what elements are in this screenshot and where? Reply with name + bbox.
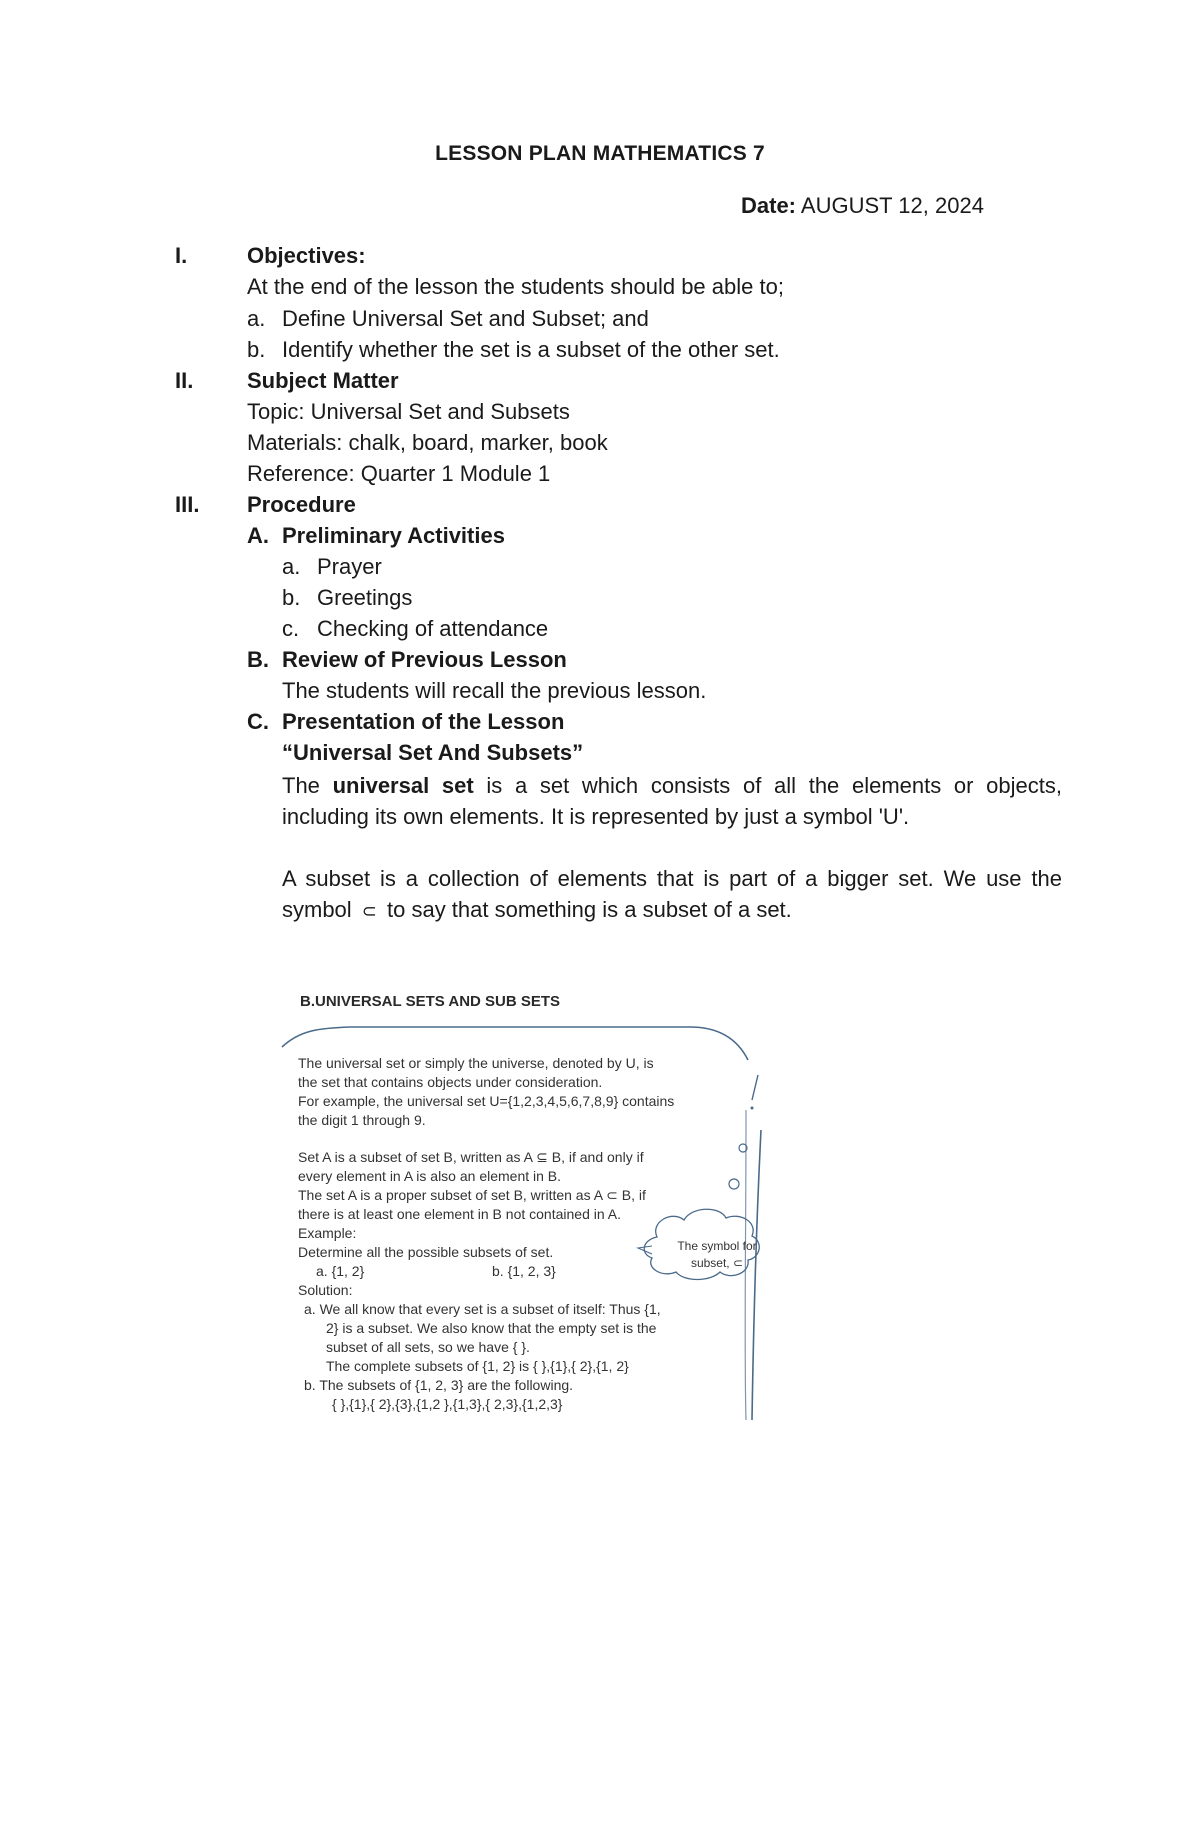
objective-item: Define Universal Set and Subset; and bbox=[282, 306, 649, 331]
cloud-callout-line: subset, ⊂ bbox=[690, 1256, 744, 1270]
objective-marker: a. bbox=[247, 306, 266, 331]
textbook-figure bbox=[280, 990, 780, 1430]
universal-set-paragraph bbox=[282, 770, 1062, 832]
subsection-marker: A. bbox=[247, 523, 269, 548]
reference-line: Reference: Quarter 1 Module 1 bbox=[247, 461, 551, 486]
figure-line: The complete subsets of {1, 2} is { },{1},{ 2},{1, 2} bbox=[326, 1358, 629, 1374]
figure-line: Determine all the possible subsets of set. bbox=[298, 1244, 554, 1260]
section-numeral-objectives: I. bbox=[175, 243, 188, 268]
subsection-heading-presentation: Presentation of the Lesson bbox=[282, 709, 565, 734]
topic-line: Topic: Universal Set and Subsets bbox=[247, 399, 570, 424]
figure-line: a. We all know that every set is a subset of itself: Thus {1, bbox=[304, 1301, 661, 1317]
section-numeral-procedure: III. bbox=[175, 492, 200, 517]
paragraph-text: A subset is a collection of elements that is part of a bigger set. We use the symbol bbox=[282, 866, 1062, 922]
paragraph-text: The bbox=[282, 773, 333, 798]
section-heading-subject-matter: Subject Matter bbox=[247, 368, 399, 393]
subset-symbol: ⊂ bbox=[361, 901, 377, 921]
subsection-marker: B. bbox=[247, 647, 269, 672]
term-universal-set: universal set bbox=[332, 773, 474, 798]
figure-line: Set A is a subset of set B, written as A ⊆ B, if and only if bbox=[298, 1149, 644, 1165]
figure-line: The set A is a proper subset of set B, written as A ⊂ B, if bbox=[298, 1187, 646, 1203]
date-line bbox=[741, 193, 984, 219]
figure-line: { },{1},{ 2},{3},{1,2 },{1,3},{ 2,3},{1,2,3} bbox=[332, 1396, 563, 1412]
cloud-callout-line: The symbol for bbox=[677, 1239, 757, 1253]
figure-line: a. {1, 2} bbox=[316, 1263, 365, 1279]
figure-line: Example: bbox=[298, 1225, 357, 1241]
figure-line: every element in A is also an element in B. bbox=[298, 1168, 562, 1184]
figure-line: Solution: bbox=[298, 1282, 353, 1298]
section-numeral-subject-matter: II. bbox=[175, 368, 194, 393]
figure-line: subset of all sets, so we have { }. bbox=[326, 1339, 530, 1355]
activity-marker: a. bbox=[282, 554, 301, 579]
figure-line: b. The subsets of {1, 2, 3} are the following. bbox=[304, 1377, 574, 1393]
review-text: The students will recall the previous lesson. bbox=[282, 678, 707, 703]
paragraph-text: is a set which consists of all the elements or objects, including its own elements. It is represented by just a symbol 'U'. bbox=[282, 773, 1062, 829]
activity-item: Prayer bbox=[317, 554, 382, 579]
cloud-callout bbox=[662, 1238, 772, 1272]
figure-line: the digit 1 through 9. bbox=[298, 1112, 426, 1128]
figure-line: 2} is a subset. We also know that the empty set is the bbox=[326, 1320, 657, 1336]
figure-line: The universal set or simply the universe, denoted by U, is bbox=[298, 1055, 654, 1071]
subset-paragraph bbox=[282, 863, 1062, 927]
activity-item: Greetings bbox=[317, 585, 413, 610]
figure-heading: B.UNIVERSAL SETS AND SUB SETS bbox=[300, 993, 561, 1010]
objective-item: Identify whether the set is a subset of the other set. bbox=[282, 337, 780, 362]
materials-line: Materials: chalk, board, marker, book bbox=[247, 430, 608, 455]
objectives-intro: At the end of the lesson the students should be able to; bbox=[247, 274, 784, 299]
page-title: LESSON PLAN MATHEMATICS 7 bbox=[435, 142, 765, 165]
activity-item: Checking of attendance bbox=[317, 616, 549, 641]
subsection-heading-preliminary: Preliminary Activities bbox=[282, 523, 505, 548]
subsection-heading-review: Review of Previous Lesson bbox=[282, 647, 567, 672]
date-value: AUGUST 12, 2024 bbox=[800, 193, 984, 218]
section-heading-objectives: Objectives: bbox=[247, 243, 366, 268]
figure-line: there is at least one element in B not contained in A. bbox=[298, 1206, 621, 1222]
date-label: Date: bbox=[741, 193, 797, 218]
objective-marker: b. bbox=[247, 337, 266, 362]
section-heading-procedure: Procedure bbox=[247, 492, 356, 517]
paragraph-text: to say that something is a subset of a set. bbox=[380, 897, 792, 922]
activity-marker: c. bbox=[282, 616, 300, 641]
lesson-title: “Universal Set And Subsets” bbox=[282, 740, 584, 765]
figure-line: For example, the universal set U={1,2,3,4,5,6,7,8,9} contains bbox=[298, 1093, 675, 1109]
activity-marker: b. bbox=[282, 585, 301, 610]
subsection-marker: C. bbox=[247, 709, 269, 734]
figure-line: b. {1, 2, 3} bbox=[492, 1263, 556, 1279]
figure-line: the set that contains objects under consideration. bbox=[298, 1074, 603, 1090]
